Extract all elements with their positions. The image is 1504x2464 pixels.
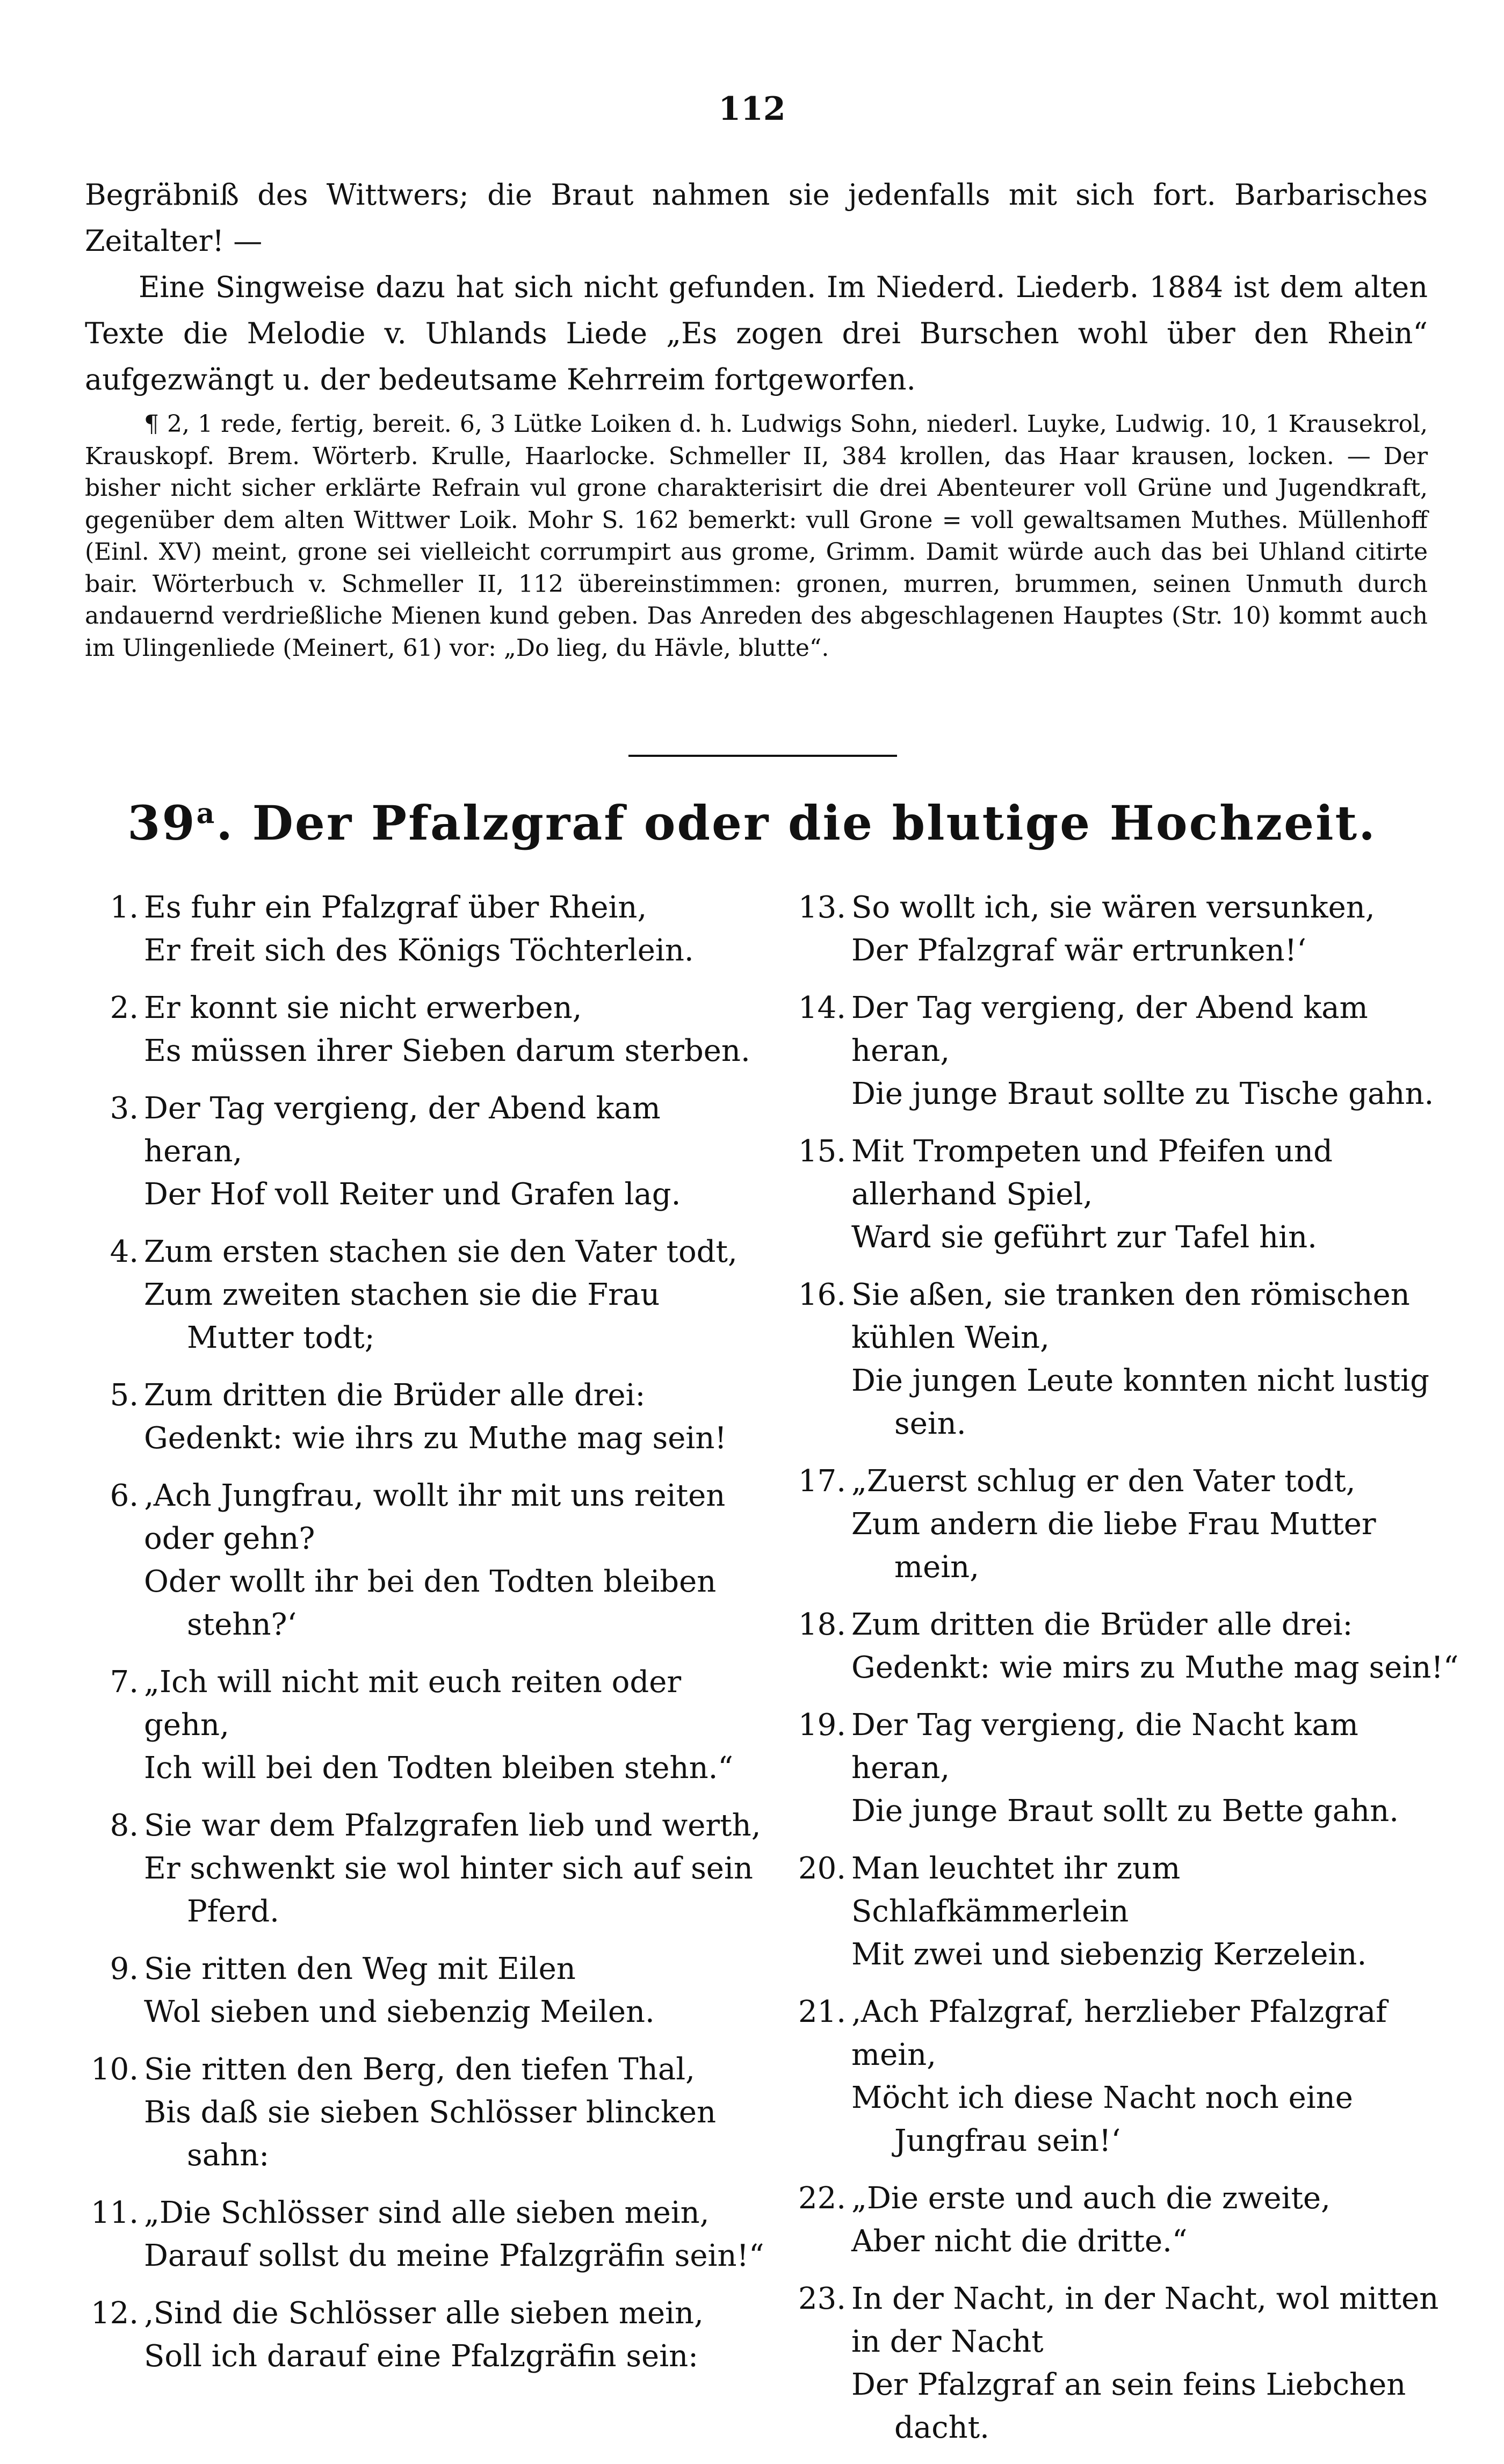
- verse-line: Gedenkt: wie mirs zu Muthe mag sein!“: [851, 1650, 1459, 1685]
- verse-line: „Die Schlösser sind alle sieben mein,: [144, 2195, 710, 2230]
- stanza-number: 20.: [798, 1851, 846, 1886]
- verse-line: Es fuhr ein Pfalzgraf über Rhein,: [144, 890, 647, 925]
- verse-line: ‚Ach Pfalzgraf, herzlieber Pfalzgraf mein,: [851, 1995, 1387, 2072]
- stanza-number: 8.: [110, 1808, 139, 1843]
- verse-line: Er schwenkt sie wol hinter sich auf sein Pferd.: [144, 1851, 753, 1929]
- verse-line: In der Nacht, in der Nacht, wol mitten in der Nacht: [851, 2281, 1439, 2359]
- verse-line: Der Pfalzgraf an sein feins Liebchen dacht.: [851, 2367, 1406, 2445]
- verse-line: Zum dritten die Brüder alle drei:: [144, 1378, 646, 1413]
- stanza-number: 3.: [110, 1091, 139, 1126]
- verse-line: Mit Trompeten und Pfeifen und allerhand Spiel,: [851, 1134, 1333, 1212]
- verse-line: Sie war dem Pfalzgrafen lieb und werth,: [144, 1808, 761, 1843]
- verse-line: Aber nicht die dritte.“: [851, 2224, 1188, 2259]
- stanza-number: 13.: [798, 890, 846, 925]
- stanza-23: [768, 2278, 1461, 2449]
- stanza-1: [75, 886, 768, 972]
- stanza-number: 9.: [110, 1952, 139, 1986]
- stanza-number: 6.: [110, 1478, 139, 1513]
- stanza-number: 17.: [798, 1464, 846, 1499]
- stanza-number: 2.: [110, 991, 139, 1025]
- stanza-number: 1.: [110, 890, 139, 925]
- verse-line: Zum ersten stachen sie den Vater todt,: [144, 1234, 737, 1269]
- verse-line: Es müssen ihrer Sieben darum sterben.: [144, 1034, 750, 1068]
- stanza-8: [75, 1804, 768, 1933]
- stanza-13: [768, 886, 1461, 972]
- stanza-14: [768, 987, 1461, 1116]
- song-number: 39: [127, 795, 197, 851]
- footnote-paragraph: ¶ 2, 1 rede, fertig, bereit. 6, 3 Lütke Loiken d. h. Ludwigs Sohn, niederl. Luyke, Ludwig. 10, 1 Krausekrol, Krauskopf. Brem. Wörterb. Krulle, Haarlocke. Schmeller II, 384 krollen, das Haar krausen, locken. — Der bisher nicht sicher erklärte Refrain vul grone charakterisirt die drei Abenteurer voll Grüne und Jugendkraft, gegenüber dem alten Wittwer Loik. Mohr S. 162 bemerkt: vull Grone = voll gewaltsamen Muthes. Müllenhoff (Einl. XV) meint, grone sei vielleicht corrumpirt aus grome, Grimm. Damit würde auch das bei Uhland citirte bair. Wörterbuch v. Schmeller II, 112 übereinstimmen: gronen, murren, brummen, seinen Unmuth durch andauernd verdrießliche Mienen kund geben. Das Anreden des abgeschlagenen Hauptes (Str. 10) kommt auch im Ulingenliede (Meinert, 61) vor: „Do lieg, du Hävle, blutte“.: [85, 410, 1428, 662]
- verse-line: Die junge Braut sollte zu Tische gahn.: [851, 1076, 1434, 1111]
- stanza-5: [75, 1374, 768, 1460]
- stanza-4: [75, 1231, 768, 1360]
- verse-line: ‚Ach Jungfrau, wollt ihr mit uns reiten oder gehn?: [144, 1478, 726, 1556]
- intro-paragraph-1: Begräbniß des Wittwers; die Braut nahmen sie jedenfalls mit sich fort. Barbarisches Zeitalter! —: [85, 178, 1428, 258]
- song-title: [0, 795, 1504, 851]
- stanza-number: 5.: [110, 1378, 139, 1413]
- stanza-column-left: [75, 886, 768, 2393]
- verse-line: Man leuchtet ihr zum Schlafkämmerlein: [851, 1851, 1181, 1929]
- verse-line: Darauf sollst du meine Pfalzgräfin sein!“: [144, 2238, 764, 2273]
- stanza-9: [75, 1948, 768, 2034]
- verse-line: Der Tag vergieng, der Abend kam heran,: [144, 1091, 661, 1169]
- verse-line: So wollt ich, sie wären versunken,: [851, 890, 1375, 925]
- stanza-number: 15.: [798, 1134, 846, 1169]
- stanza-18: [768, 1603, 1461, 1689]
- stanza-21: [768, 1991, 1461, 2163]
- verse-line: Zum zweiten stachen sie die Frau Mutter todt;: [144, 1277, 660, 1355]
- section-divider: [628, 755, 897, 757]
- page-number: 112: [718, 90, 786, 128]
- stanza-column-right: [768, 886, 1461, 2464]
- verse-line: Gedenkt: wie ihrs zu Muthe mag sein!: [144, 1421, 727, 1456]
- verse-line: „Die erste und auch die zweite,: [851, 2181, 1331, 2216]
- verse-line: Er freit sich des Königs Töchterlein.: [144, 933, 694, 968]
- stanza-16: [768, 1274, 1461, 1446]
- stanza-2: [75, 987, 768, 1073]
- verse-line: Die junge Braut sollt zu Bette gahn.: [851, 1794, 1399, 1829]
- verse-line: Sie ritten den Berg, den tiefen Thal,: [144, 2052, 695, 2087]
- footnotes: [85, 408, 1428, 664]
- stanza-7: [75, 1661, 768, 1790]
- stanza-11: [75, 2192, 768, 2278]
- verse-line: Ich will bei den Todten bleiben stehn.“: [144, 1751, 734, 1786]
- stanza-number: 7.: [110, 1665, 139, 1700]
- verse-line: Der Hof voll Reiter und Grafen lag.: [144, 1177, 681, 1212]
- verse-line: Sie ritten den Weg mit Eilen: [144, 1952, 576, 1986]
- stanza-15: [768, 1130, 1461, 1259]
- verse-line: ‚Sind die Schlösser alle sieben mein,: [144, 2296, 704, 2331]
- stanza-10: [75, 2048, 768, 2177]
- verse-line: Zum dritten die Brüder alle drei:: [851, 1607, 1353, 1642]
- stanza-22: [768, 2177, 1461, 2263]
- stanza-number: 22.: [798, 2181, 846, 2216]
- stanza-17: [768, 1460, 1461, 1589]
- verse-line: Der Tag vergieng, die Nacht kam heran,: [851, 1708, 1358, 1786]
- verse-line: Ward sie geführt zur Tafel hin.: [851, 1220, 1317, 1255]
- stanza-6: [75, 1475, 768, 1646]
- verse-line: Zum andern die liebe Frau Mutter mein,: [851, 1507, 1376, 1585]
- verse-line: Die jungen Leute konnten nicht lustig sein.: [851, 1363, 1429, 1441]
- verse-line: Oder wollt ihr bei den Todten bleiben stehn?‘: [144, 1564, 717, 1642]
- verse-line: Er konnt sie nicht erwerben,: [144, 991, 582, 1025]
- song-number-suffix: a: [196, 797, 216, 830]
- stanza-number: 23.: [798, 2281, 846, 2316]
- verse-line: Sie aßen, sie tranken den römischen kühlen Wein,: [851, 1277, 1410, 1355]
- verse-line: Möcht ich diese Nacht noch eine Jungfrau sein!‘: [851, 2080, 1353, 2158]
- verse-line: Bis daß sie sieben Schlösser blincken sahn:: [144, 2095, 717, 2173]
- stanza-number: 16.: [798, 1277, 846, 1312]
- verse-line: Mit zwei und siebenzig Kerzelein.: [851, 1937, 1367, 1972]
- stanza-number: 11.: [90, 2195, 139, 2230]
- verse-line: „Ich will nicht mit euch reiten oder gehn,: [144, 1665, 682, 1743]
- stanza-number: 4.: [110, 1234, 139, 1269]
- stanza-number: 21.: [798, 1995, 846, 2029]
- stanza-number: 10.: [90, 2052, 139, 2087]
- stanza-number: 18.: [798, 1607, 846, 1642]
- verse-line: „Zuerst schlug er den Vater todt,: [851, 1464, 1356, 1499]
- intro-paragraph-2: Eine Singweise dazu hat sich nicht gefunden. Im Niederd. Liederb. 1884 ist dem alten Texte die Melodie v. Uhlands Liede „Es zogen drei Burschen wohl über den Rhein“ aufgezwängt u. der bedeutsame Kehrreim fortgeworfen.: [85, 270, 1428, 396]
- stanza-20: [768, 1847, 1461, 1976]
- verse-line: Der Tag vergieng, der Abend kam heran,: [851, 991, 1368, 1068]
- stanza-number: 12.: [90, 2296, 139, 2331]
- song-title-text: . Der Pfalzgraf oder die blutige Hochzeit.: [216, 795, 1377, 851]
- stanza-number: 19.: [798, 1708, 846, 1743]
- verse-line: Soll ich darauf eine Pfalzgräfin sein:: [144, 2339, 699, 2374]
- verse-line: Wol sieben und siebenzig Meilen.: [144, 1995, 655, 2029]
- intro-text: [85, 172, 1428, 403]
- stanza-number: 14.: [798, 991, 846, 1025]
- verse-line: Der Pfalzgraf wär ertrunken!‘: [851, 933, 1306, 968]
- stanza-19: [768, 1704, 1461, 1833]
- stanza-12: [75, 2292, 768, 2378]
- stanza-3: [75, 1087, 768, 1216]
